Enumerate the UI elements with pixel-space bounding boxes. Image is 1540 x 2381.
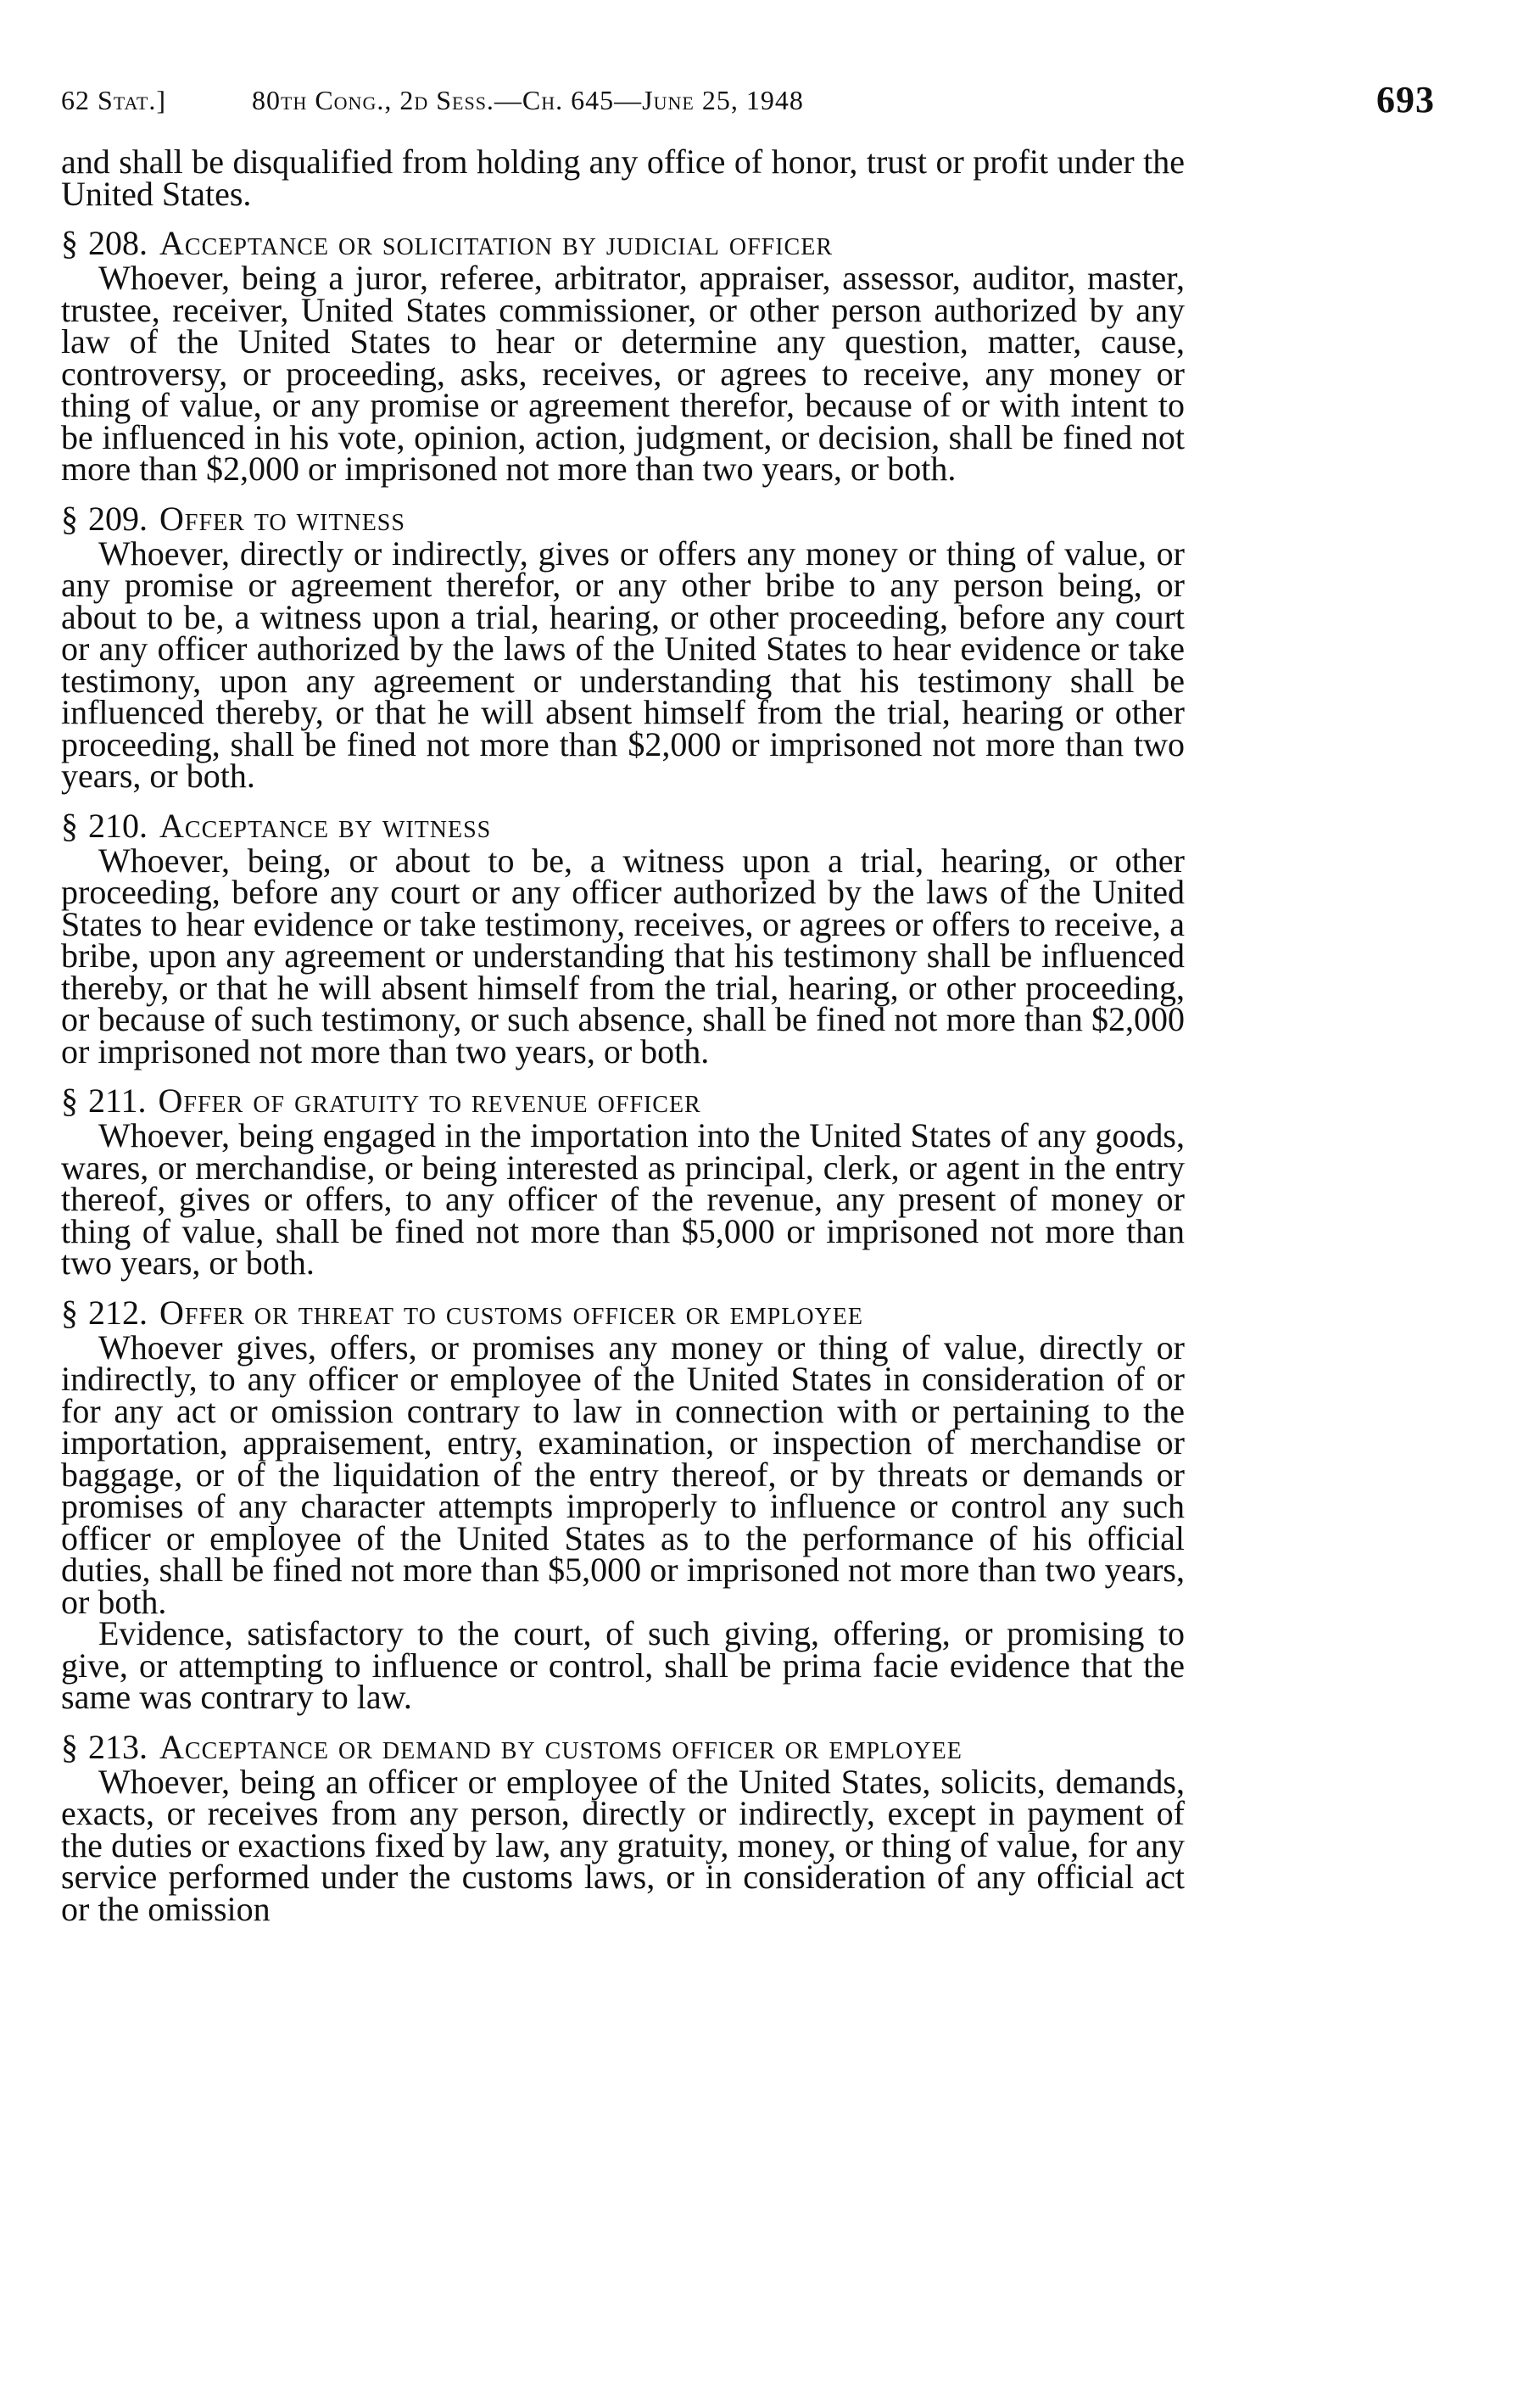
session-citation: 80th Cong., 2d Sess.—Ch. 645—June 25, 1948 bbox=[252, 85, 804, 115]
section-213 bbox=[61, 1727, 1185, 1928]
section-title: Offer or threat to customs officer or employee bbox=[159, 1293, 863, 1332]
section-number: 211. bbox=[88, 1082, 147, 1120]
section-paragraph: Whoever, being, or about to be, a witness upon a trial, hearing, or other proceeding, before any court or any officer authorized by the laws of the United States to hear evidence or take testimony, receives, or agrees or offers to receive, a bribe, upon any agreement or understanding that his testimony shall be influenced thereby, or that he will absent himself from the trial, hearing, or other proceeding, or because of such testimony, or such absence, shall be fined not more than $2,000 or imprisoned not more than two years, or both. bbox=[61, 841, 1185, 1070]
section-title: Acceptance by witness bbox=[159, 806, 492, 845]
section-title: Offer of gratuity to revenue officer bbox=[158, 1082, 701, 1120]
section-heading bbox=[61, 500, 1185, 538]
section-title: Offer to witness bbox=[159, 499, 405, 538]
section-208 bbox=[61, 224, 1185, 488]
body-text bbox=[61, 143, 1185, 1928]
section-symbol: § bbox=[61, 1293, 78, 1332]
page-number: 693 bbox=[1376, 79, 1435, 120]
section-heading bbox=[61, 808, 1185, 845]
section-number: 208. bbox=[88, 224, 148, 262]
section-heading bbox=[61, 1729, 1185, 1766]
section-209 bbox=[61, 499, 1185, 795]
section-paragraph: Whoever gives, offers, or promises any money or thing of value, directly or indirectly, to any officer or employee of the United States in consideration of or for any act or omission contrary to law in connection with or pertaining to the importation, appraisement, entry, examination, or inspection of merchandise or baggage, or of the liquidation of the entry thereof, or by threats or demands or promises of any character attempts improperly to influence or control any such officer or employee of the United States as to the performance of his official duties, shall be fined not more than $5,000 or imprisoned not more than two years, or both. bbox=[61, 1327, 1185, 1621]
section-heading bbox=[61, 1082, 1185, 1120]
section-symbol: § bbox=[61, 499, 78, 538]
section-211 bbox=[61, 1082, 1185, 1282]
section-symbol: § bbox=[61, 806, 78, 845]
section-paragraph: Whoever, being an officer or employee of the United States, solicits, demands, exacts, or receives from any person, directly or indirectly, except in payment of the duties or exactions fixed by law, any gratuity, money, or thing of value, for any service performed under the customs laws, or in consideration of any official act or the omission bbox=[61, 1762, 1185, 1928]
section-number: 209. bbox=[88, 499, 148, 538]
section-number: 212. bbox=[88, 1293, 148, 1332]
section-heading bbox=[61, 225, 1185, 262]
section-heading bbox=[61, 1294, 1185, 1332]
section-210 bbox=[61, 808, 1185, 1068]
section-title: Acceptance or demand by customs officer or employee bbox=[159, 1727, 962, 1766]
section-number: 213. bbox=[88, 1727, 148, 1766]
section-symbol: § bbox=[61, 1727, 78, 1766]
section-title: Acceptance or solicitation by judicial officer bbox=[159, 224, 833, 262]
section-number: 210. bbox=[88, 806, 148, 845]
section-symbol: § bbox=[61, 224, 78, 262]
section-symbol: § bbox=[61, 1082, 78, 1120]
volume-citation: 62 Stat.] bbox=[61, 85, 167, 115]
section-paragraph: Whoever, being engaged in the importation into the United States of any goods, wares, or merchandise, or being interested as principal, clerk, or agent in the entry thereof, gives or offers, to any officer of the revenue, any present of money or thing of value, shall be fined not more than $5,000 or imprisoned not more than two years, or both. bbox=[61, 1116, 1185, 1282]
section-paragraph: Whoever, directly or indirectly, gives or offers any money or thing of value, or any promise or agreement therefor, or any other bribe to any person being, or about to be, a witness upon a trial, hearing, or other proceeding, before any court or any officer authorized by the laws of the United States to hear evidence or take testimony, upon any agreement or understanding that his testimony shall be influenced thereby, or that he will absent himself from the trial, hearing or other proceeding, shall be fined not more than $2,000 or imprisoned not more than two years, or both. bbox=[61, 534, 1185, 795]
opening-paragraph: and shall be disqualified from holding any office of honor, trust or profit under the United States. bbox=[61, 143, 1185, 213]
section-paragraph: Evidence, satisfactory to the court, of such giving, offering, or promising to give, or attempting to influence or control, shall be prima facie evidence that the same was contrary to law. bbox=[61, 1614, 1185, 1716]
section-212 bbox=[61, 1293, 1185, 1716]
section-paragraph: Whoever, being a juror, referee, arbitrator, appraiser, assessor, auditor, master, trustee, receiver, United States commissioner, or other person authorized by any law of the United States to hear or determine any question, matter, cause, controversy, or proceeding, asks, receives, or agrees to receive, any money or thing of value, or any promise or agreement therefor, because of or with intent to be influenced in his vote, opinion, action, judgment, or decision, shall be fined not more than $2,000 or imprisoned not more than two years, or both. bbox=[61, 259, 1185, 488]
running-head bbox=[61, 78, 1435, 129]
